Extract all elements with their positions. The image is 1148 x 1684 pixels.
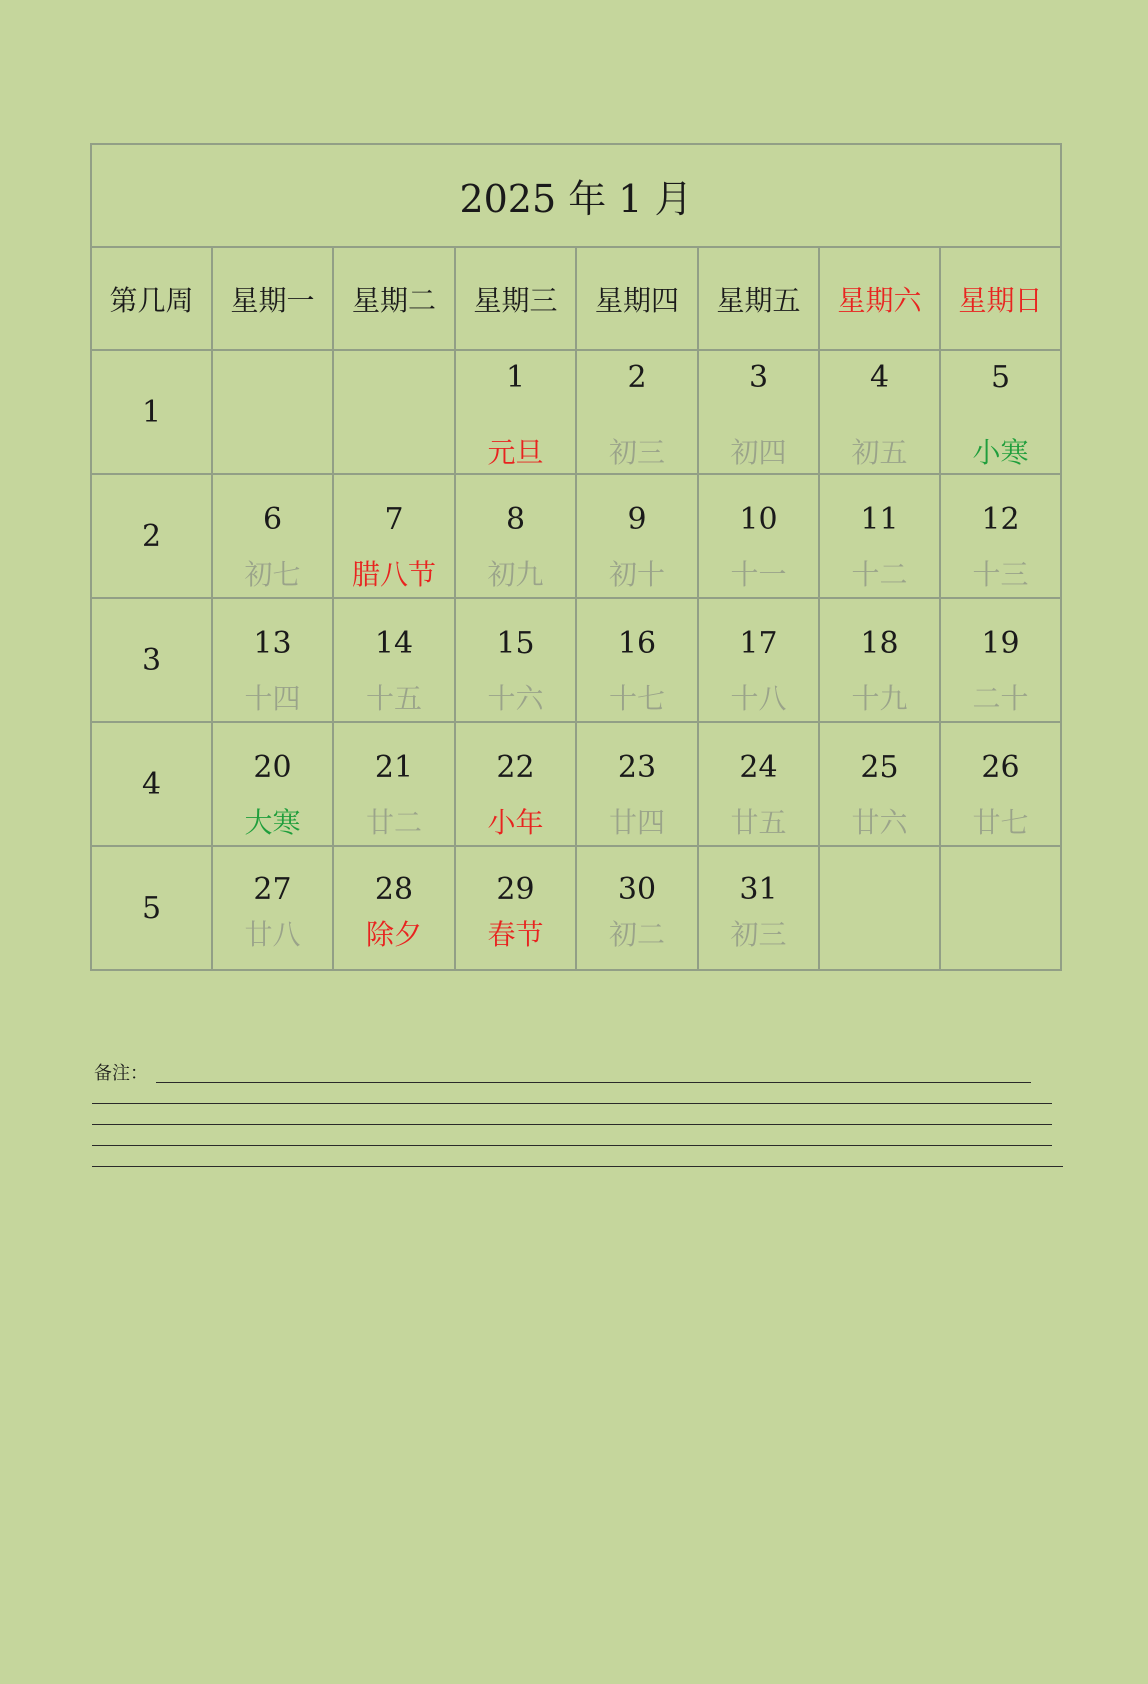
header-weekday: 星期六: [819, 247, 940, 350]
day-number: 31: [739, 872, 778, 907]
day-cell[interactable]: [333, 598, 455, 722]
day-number: 9: [627, 502, 647, 537]
calendar-week-row: [91, 474, 1061, 598]
day-cell[interactable]: [455, 350, 576, 474]
notes-line[interactable]: [92, 1145, 1052, 1146]
notes-line[interactable]: [92, 1166, 1063, 1167]
notes-line[interactable]: [92, 1124, 1052, 1125]
day-cell[interactable]: [940, 598, 1061, 722]
lunar-date: 二十: [972, 682, 1029, 715]
notes-line[interactable]: [92, 1103, 1052, 1104]
week-number: 3: [91, 598, 212, 722]
lunar-date: 十一: [730, 558, 787, 591]
day-number: 21: [374, 750, 414, 785]
day-cell[interactable]: [698, 350, 819, 474]
notes-line[interactable]: [156, 1082, 1031, 1083]
day-cell[interactable]: [212, 846, 333, 970]
lunar-date: 廿五: [730, 806, 787, 839]
day-number: 27: [253, 872, 292, 907]
day-number: 14: [374, 626, 414, 661]
day-number: 2: [627, 360, 647, 395]
day-number: 13: [253, 626, 292, 661]
calendar-week-row: [91, 350, 1061, 474]
calendar-week-row: [91, 846, 1061, 970]
day-cell[interactable]: [212, 474, 333, 598]
day-number: 10: [739, 502, 778, 537]
day-cell[interactable]: [455, 598, 576, 722]
day-cell[interactable]: [940, 722, 1061, 846]
day-cell[interactable]: [819, 350, 940, 474]
lunar-date: 十二: [851, 558, 908, 591]
day-number: 24: [739, 750, 778, 785]
lunar-date: 初九: [487, 558, 544, 591]
day-cell[interactable]: [333, 474, 455, 598]
day-cell[interactable]: [576, 722, 698, 846]
day-cell[interactable]: [698, 722, 819, 846]
empty-day-cell[interactable]: [333, 350, 455, 474]
day-number: 16: [617, 626, 657, 661]
day-number: 29: [496, 872, 535, 907]
day-number: 23: [617, 750, 657, 785]
day-number: 28: [374, 872, 414, 907]
day-cell[interactable]: [576, 350, 698, 474]
holiday-label: 除夕: [365, 918, 422, 951]
day-number: 5: [990, 360, 1011, 395]
header-weekday: 星期一: [212, 247, 333, 350]
day-cell[interactable]: [333, 846, 455, 970]
lunar-date: 廿八: [244, 918, 301, 951]
lunar-date: 廿六: [851, 806, 908, 839]
lunar-date: 初三: [730, 918, 787, 951]
lunar-date: 十九: [851, 682, 908, 715]
lunar-date: 十四: [244, 682, 301, 715]
notes-label: 备注：: [94, 1063, 148, 1084]
solar-term-label: 小寒: [972, 436, 1029, 469]
holiday-label: 元旦: [487, 436, 544, 469]
day-cell[interactable]: [333, 722, 455, 846]
day-number: 3: [748, 360, 769, 395]
lunar-date: 十五: [365, 682, 422, 715]
day-number: 15: [496, 626, 535, 661]
day-cell[interactable]: [819, 598, 940, 722]
lunar-date: 初三: [608, 436, 665, 469]
holiday-label: 小年: [487, 806, 544, 839]
header-weekday: 星期二: [333, 247, 455, 350]
lunar-date: 初四: [730, 436, 787, 469]
day-number: 7: [384, 502, 404, 537]
day-number: 18: [860, 626, 899, 661]
day-cell[interactable]: [455, 846, 576, 970]
calendar-week-row: [91, 722, 1061, 846]
empty-day-cell[interactable]: [819, 846, 940, 970]
day-cell[interactable]: [455, 474, 576, 598]
day-cell[interactable]: [455, 722, 576, 846]
day-cell[interactable]: [940, 350, 1061, 474]
day-number: 30: [617, 872, 657, 907]
day-number: 6: [262, 502, 283, 537]
day-cell[interactable]: [819, 474, 940, 598]
week-number: 5: [91, 846, 212, 970]
lunar-date: 廿七: [972, 806, 1029, 839]
header-weekday: 星期四: [576, 247, 698, 350]
day-number: 12: [981, 502, 1020, 537]
holiday-label: 春节: [487, 918, 544, 951]
day-cell[interactable]: [212, 598, 333, 722]
day-cell[interactable]: [698, 846, 819, 970]
lunar-date: 十八: [730, 682, 787, 715]
day-cell[interactable]: [698, 598, 819, 722]
calendar-title: 2025 年 1 月: [91, 144, 1061, 247]
day-cell[interactable]: [212, 722, 333, 846]
day-number: 25: [860, 750, 899, 785]
lunar-date: 十三: [972, 558, 1029, 591]
lunar-date: 十六: [487, 682, 544, 715]
day-number: 8: [505, 502, 526, 537]
day-number: 11: [860, 502, 899, 537]
week-number: 1: [91, 350, 212, 474]
lunar-date: 初十: [608, 558, 665, 591]
day-cell[interactable]: [698, 474, 819, 598]
week-number: 4: [91, 722, 212, 846]
lunar-date: 初二: [608, 918, 665, 951]
holiday-label: 腊八节: [351, 558, 436, 591]
day-cell[interactable]: [940, 474, 1061, 598]
empty-day-cell[interactable]: [212, 350, 333, 474]
lunar-date: 廿二: [365, 806, 422, 839]
week-number: 2: [91, 474, 212, 598]
day-number: 17: [739, 626, 778, 661]
day-number: 26: [981, 750, 1020, 785]
lunar-date: 初七: [244, 558, 301, 591]
day-cell[interactable]: [576, 474, 698, 598]
day-cell[interactable]: [576, 846, 698, 970]
day-number: 4: [869, 360, 890, 395]
solar-term-label: 大寒: [244, 806, 301, 839]
header-week-number: 第几周: [91, 247, 212, 350]
day-number: 20: [253, 750, 292, 785]
calendar-week-row: [91, 598, 1061, 722]
header-weekday: 星期三: [455, 247, 576, 350]
empty-day-cell[interactable]: [940, 846, 1061, 970]
lunar-date: 廿四: [608, 806, 665, 839]
header-weekday: 星期日: [940, 247, 1061, 350]
day-number: 19: [981, 626, 1020, 661]
day-number: 1: [505, 360, 526, 395]
header-weekday: 星期五: [698, 247, 819, 350]
day-cell[interactable]: [819, 722, 940, 846]
day-cell[interactable]: [576, 598, 698, 722]
calendar-table: [90, 143, 1062, 971]
lunar-date: 初五: [851, 436, 908, 469]
day-number: 22: [496, 750, 535, 785]
lunar-date: 十七: [608, 682, 665, 715]
